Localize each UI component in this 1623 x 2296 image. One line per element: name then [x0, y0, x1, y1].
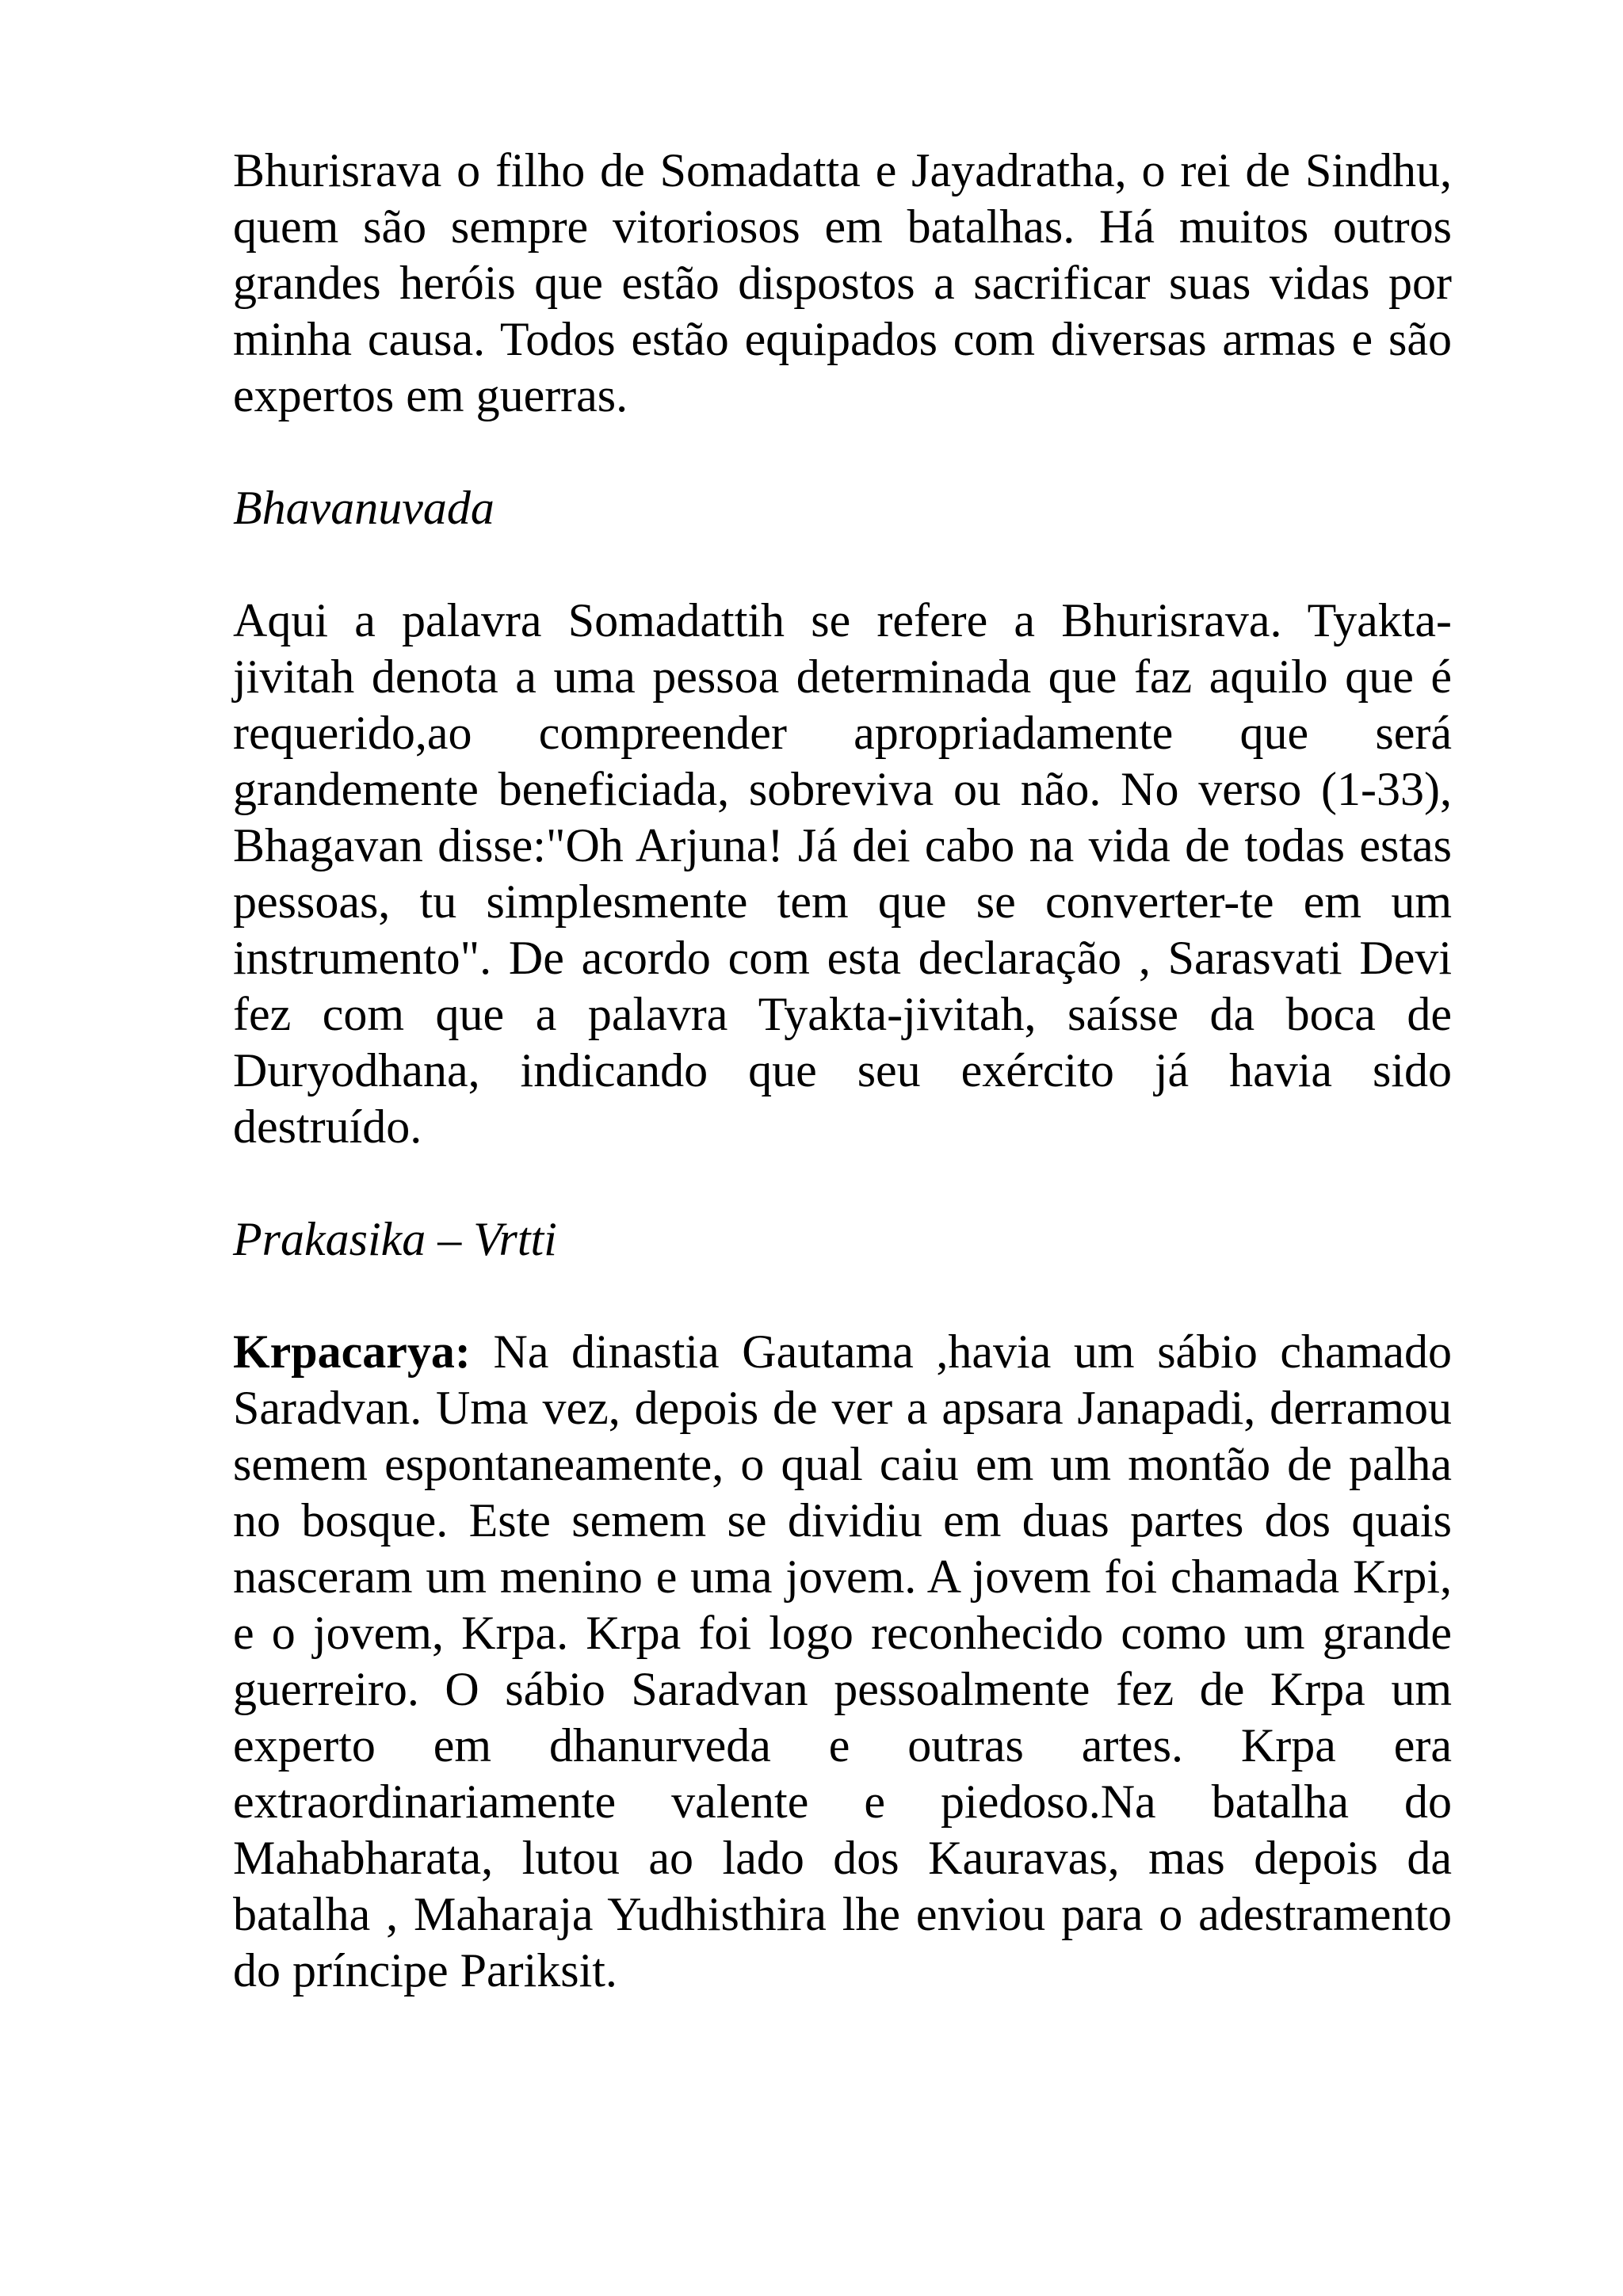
bhavanuvada-paragraph: Aqui a palavra Somadattih se refere a Bhurisrava. Tyakta-jivitah denota a uma pessoa determinada que faz aquilo que é requerido,ao compreender apropriadamente que será grandemente beneficiada, sobreviva ou não. No verso (1-33), Bhagavan disse:"Oh Arjuna! Já dei cabo na vida de todas estas pessoas, tu simplesmente tem que se converter-te em um instrumento". De acordo com esta declaração , Sarasvati Devi fez com que a palavra Tyakta-jivitah, saísse da boca de Duryodhana, indicando que seu exército já havia sido destruído. — [233, 594, 1452, 1153]
document-page — [233, 143, 1452, 1999]
krpacarya-text: Na dinastia Gautama ,havia um sábio chamado Saradvan. Uma vez, depois de ver a apsara Janapadi, derramou semem espontaneamente, o qual caiu em um montão de palha no bosque. Este semem se dividiu em duas partes dos quais nasceram um menino e uma jovem. A jovem foi chamada Krpi, e o jovem, Krpa. Krpa foi logo reconhecido como um grande guerreiro. O sábio Saradvan pessoalmente fez de Krpa um experto em dhanurveda e outras artes. Krpa era extraordinariamente valente e piedoso.Na batalha do Mahabharata, lutou ao lado dos Kauravas, mas depois da batalha , Maharaja Yudhisthira lhe enviou para o adestramento do príncipe Pariksit. — [233, 1325, 1452, 1997]
bhavanuvada-heading: Bhavanuvada — [233, 482, 495, 534]
spacer — [233, 1155, 1452, 1211]
spacer — [233, 424, 1452, 480]
spacer — [233, 1268, 1452, 1324]
prakasika-heading: Prakasika – Vrtti — [233, 1213, 557, 1265]
intro-paragraph: Bhurisrava o filho de Somadatta e Jayadratha, o rei de Sindhu, quem são sempre vitoriosos em batalhas. Há muitos outros grandes heróis que estão dispostos a sacrificar suas vidas por minha causa. Todos estão equipados com diversas armas e são expertos em guerras. — [233, 144, 1452, 421]
krpacarya-paragraph — [233, 1324, 1452, 1999]
spacer — [233, 536, 1452, 593]
krpacarya-term: Krpacarya: — [233, 1325, 471, 1378]
